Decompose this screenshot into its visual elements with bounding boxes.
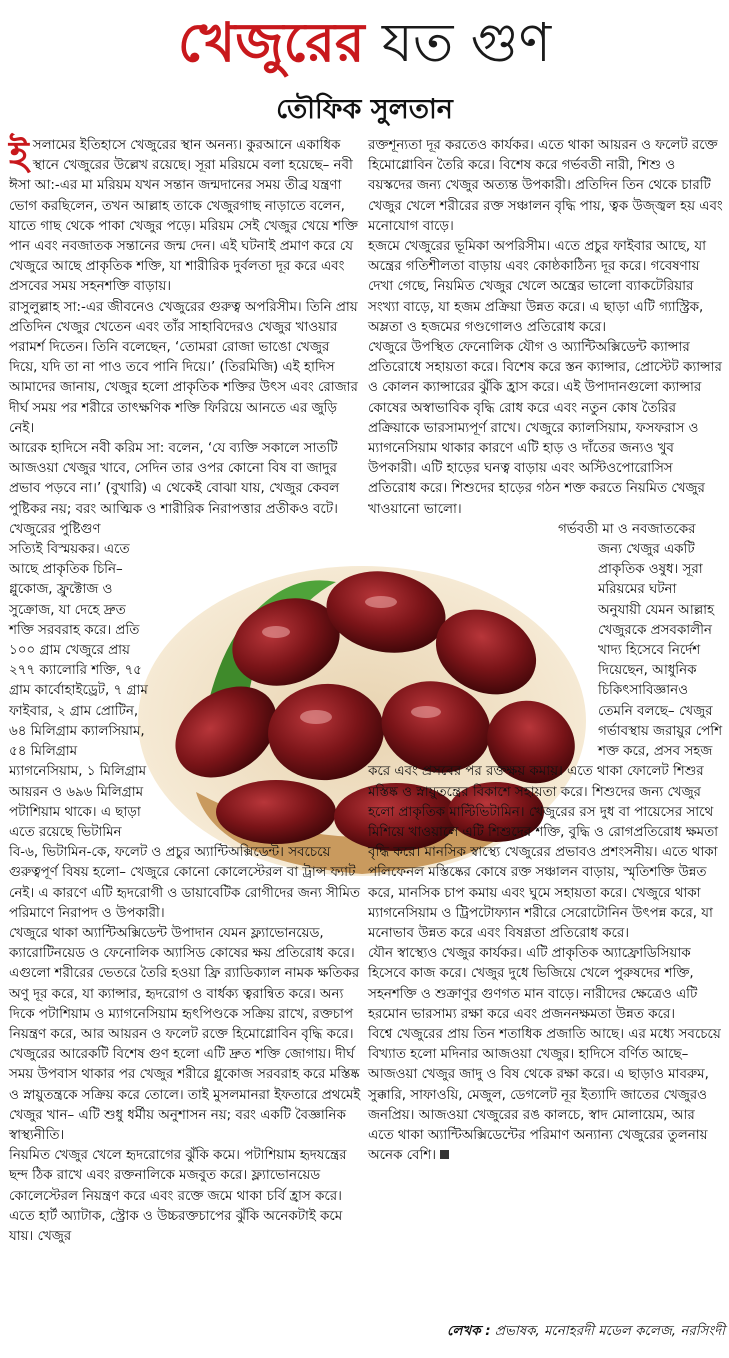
paragraph: খেজুরে উপস্থিত ফেনোলিক যৌগ ও অ্যান্টিঅক্সিডেন্ট ক্যান্সার প্রতিরোধে সহায়তা করে। বিশেষ করে স্তন ক্যান্সার, প্রোস্টেট ক্যান্সার ও কোলন ক্যান্সারের ঝুঁকি হ্রাস করে। এই উপাদানগুলো ক্যান্সার কোষের অস্বাভাবিক বৃদ্ধি রোধ করে এবং নতুন কোষ তৈরির প্রক্রিয়াকে ভারসাম্যপূর্ণ রাখে। খেজুরে ক্যালসিয়াম, ফসফরাস ও ম্যাগনেসিয়াম থাকার কারণে এটি হাড় ও দাঁতের জন্যও খুব উপকারী। এটি হাড়ের ঘনত্ব বাড়ায় এবং অস্টিওপোরোসিস প্রতিরোধ করে। শিশুদের হাড়ের গঠন শক্ত করতে নিয়মিত খেজুর খাওয়ানো ভালো। [368,340,722,517]
byline-text: প্রভাষক, মনোহরদী মডেল কলেজ, নরসিংদী [494,1324,725,1339]
right-bottom [368,520,723,1167]
title-dark-part: যত গুণ [381,11,552,74]
author-name: তৌফিক সুলতান [276,94,453,125]
nutrition-section [9,520,361,924]
paragraph: আরেক হাদিসে নবী করিম সা: বলেন, ‘যে ব্যক্তি সকালে সাতটি আজওয়া খেজুর খাবে, সেদিন তার ওপর কোনো বিষ বা জাদুর প্রভাব পড়বে না।’ (বুখারি) এ থেকেই বোঝা যায়, খেজুর কেবল পুষ্টিকর নয়; বরং আত্মিক ও শারীরিক নিরাপত্তার প্রতীকও বটে। [9,441,340,517]
paragraph: রাসুলুল্লাহ সা:-এর জীবনেও খেজুরের গুরুত্ব অপরিসীম। তিনি প্রায় প্রতিদিন খেজুর খেতেন এবং তাঁর সাহাবিদেরও খেজুর খাওয়ার পরামর্শ দিতেন। তিনি বলেছেন, ‘তোমরা রোজা ভাঙো খেজুর দিয়ে, যদি তা না পাও তবে পানি দিয়ে।’ (তিরমিজি) এই হাদিস আমাদের জানায়, খেজুর হলো প্রাকৃতিক শক্তির উৎস এবং রোজার দীর্ঘ সময় পর শরীরে তাৎক্ষণিক শক্তি ফিরিয়ে আনতে এর জুড়ি নেই। [9,299,358,436]
byline-label: লেখক : [447,1324,491,1339]
right-column [368,136,723,1166]
byline [370,1322,725,1342]
article-title [0,6,729,79]
paragraph: গর্ভবতী মা ও নবজাতকের জন্য খেজুর একটি প্রাকৃতিক ওষুধ। সূরা মরিয়মের ঘটনা অনুযায়ী যেমন আল্লাহ খেজুরকে প্রসবকালীন খাদ্য হিসেবে নির্দেশ দিয়েছেন, আধুনিক চিকিৎসাবিজ্ঞানও তেমনি বলছে– খেজুর গর্ভাবস্থায় জরায়ুর পেশি শক্ত করে, প্রসব সহজ করে এবং প্রসবের পর রক্তক্ষয় কমায়। এতে থাকা ফোলেট শিশুর মস্তিষ্ক ও স্নায়ুতন্ত্রের বিকাশে সহায়তা করে। শিশুদের জন্য খেজুর হলো প্রাকৃতিক মাল্টিভিটামিন। খেজুরের রস দুধ বা পায়েসের সাথে মিশিয়ে খাওয়ালে এটি শিশুদের শক্তি, বুদ্ধি ও রোগপ্রতিরোধ ক্ষমতা বৃদ্ধি করে। মানসিক স্বাস্থ্যে খেজুরের প্রভাবও প্রশংসনীয়। এতে থাকা পলিফেনল মস্তিষ্কের কোষে রক্ত সঞ্চালন বাড়ায়, স্মৃতিশক্তি উন্নত করে, মানসিক চাপ কমায় এবং ঘুমে সহায়তা করে। খেজুরে থাকা ম্যাগনেসিয়াম ও ট্রিপটোফ্যান শরীরে সেরোটোনিন উৎপন্ন করে, যা মনোভাব উন্নত করে এবং বিষণ্ণতা প্রতিরোধ করে। [368,521,722,941]
right-top [368,136,723,520]
paragraph: যৌন স্বাস্থ্যেও খেজুর কার্যকর। এটি প্রাকৃতিক অ্যাফ্রোডিসিয়াক হিসেবে কাজ করে। খেজুর দুধে ভিজিয়ে খেলে পুরুষদের শক্তি, সহনশক্তি ও শুক্রাণুর গুণগত মান বাড়ে। নারীদের ক্ষেত্রেও এটি হরমোন ভারসাম্য রক্ষা করে এবং প্রজননক্ষমতা উন্নত করে। [368,946,698,1022]
paragraph: রক্তশূন্যতা দূর করতেও কার্যকর। এতে থাকা আয়রন ও ফলেট রক্তে হিমোগ্লোবিন তৈরি করে। বিশেষ করে গর্ভবতী নারী, শিশু ও বয়স্কদের জন্য খেজুর অত্যন্ত উপকারী। প্রতিদিন তিন থেকে চারটি খেজুর খেলে শরীরের রক্ত সঞ্চালন বৃদ্ধি পায়, ত্বক উজ্জ্বল হয় এবং মনোযোগ বাড়ে। [368,138,723,234]
left-column [9,133,361,1247]
paragraph: নিয়মিত খেজুর খেলে হৃদরোগের ঝুঁকি কমে। পটাশিয়াম হৃদযন্ত্রের ছন্দ ঠিক রাখে এবং রক্তনালিকে মজবুত করে। ফ্ল্যাভোনয়েড কোলেস্টেরল নিয়ন্ত্রণ করে এবং রক্তে জমে থাকা চর্বি হ্রাস করে। এতে হার্ট অ্যাটাক, স্ট্রোক ও উচ্চরক্তচাপের ঝুঁকি অনেকটাই কমে যায়। খেজুর [9,1148,347,1244]
paragraph: খেজুরের আরেকটি বিশেষ গুণ হলো এটি দ্রুত শক্তি জোগায়। দীর্ঘ সময় উপবাস থাকার পর খেজুর শরীরে গ্লুকোজ সরবরাহ করে মস্তিষ্ক ও স্নায়ুতন্ত্রকে সক্রিয় করে তোলে। তাই মুসলমানরা ইফতারে প্রথমেই খেজুর খান– এটি শুধু ধর্মীয় অনুশাসন নয়; বরং একটি বৈজ্ঞানিক স্বাস্থ্যনীতি। [9,1047,361,1143]
drop-cap: ই [9,133,29,177]
title-red-part: খেজুরের [177,10,365,74]
paragraph: খেজুরে থাকা অ্যান্টিঅক্সিডেন্ট উপাদান যেমন ফ্ল্যাভোনয়েড, ক্যারোটিনয়েড ও ফেনোলিক অ্যাসিড কোষের ক্ষয় প্রতিরোধ করে। এগুলো শরীরের ভেতরে তৈরি হওয়া ফ্রি র‍্যাডিক্যাল নামক ক্ষতিকর অণু দূর করে, যা ক্যান্সার, হৃদরোগ ও বার্ধক্য ত্বরান্বিত করে। অন্য দিকে পটাশিয়াম ও ম্যাগনেসিয়াম হৃৎপিণ্ডকে সক্রিয় রাখে, রক্তচাপ নিয়ন্ত্রণ করে, আর আয়রন ও ফলেট রক্তে হিমোগ্লোবিন বৃদ্ধি করে। [9,925,360,1042]
paragraph: বিশ্বে খেজুরের প্রায় তিন শতাধিক প্রজাতি আছে। এর মধ্যে সবচেয়ে বিখ্যাত হলো মদিনার আজওয়া খেজুর। হাদিসে বর্ণিত আছে– আজওয়া খেজুর জাদু ও বিষ থেকে রক্ষা করে। এ ছাড়াও মাবরুম, সুক্কারি, সাফাওয়ি, মেজুল, ডেগলেট নূর ইত্যাদি জাতের খেজুরও জনপ্রিয়। আজওয়া খেজুরের রঙ কালচে, স্বাদ মোলায়েম, আর এতে থাকা অ্যান্টিঅক্সিডেন্টের পরিমাণ অন্যান্য খেজুরের তুলনায় অনেক বেশি। [368,1026,721,1164]
paragraph: হজমে খেজুরের ভূমিকা অপরিসীম। এতে প্রচুর ফাইবার আছে, যা অন্ত্রের গতিশীলতা বাড়ায় এবং কোষ্ঠকাঠিন্য দূর করে। গবেষণায় দেখা গেছে, নিয়মিত খেজুর খেলে অন্ত্রের ভালো ব্যাকটেরিয়ার সংখ্যা বাড়ে, যা হজম প্রক্রিয়া উন্নত করে। এ ছাড়া এটি গ্যাস্ট্রিক, অম্লতা ও হজমের গণ্ডগোলও প্রতিরোধ করে। [368,239,706,335]
paragraph-nutrition: খেজুরের পুষ্টিগুণ সত্যিই বিস্ময়কর। এতে আছে প্রাকৃতিক চিনি– গ্লুকোজ, ফ্রুক্টোজ ও সুক্রোজ, যা দেহে দ্রুত শক্তি সরবরাহ করে। প্রতি ১০০ গ্রাম খেজুরে প্রায় ২৭৭ ক্যালোরি শক্তি, ৭৫ গ্রাম কার্বোহাইড্রেট, ৭ গ্রাম ফাইবার, ২ গ্রাম প্রোটিন, ৬৪ মিলিগ্রাম ক্যালসিয়াম, ৫৪ মিলিগ্রাম ম্যাগনেসিয়াম, ১ মিলিগ্রাম আয়রন ও ৬৯৬ মিলিগ্রাম পটাশিয়াম থাকে। এ ছাড়া এতে রয়েছে ভিটামিন বি-৬, ভিটামিন-কে, ফলেট ও প্রচুর অ্যান্টিঅক্সিডেন্ট। সবচেয়ে গুরুত্বপূর্ণ বিষয় হলো– খেজুরে কোনো কোলেস্টেরল বা ট্রান্স ফ্যাট নেই। এ কারণে এটি হৃদরোগী ও ডায়াবেটিক রোগীদের জন্য সীমিত পরিমাণে নিরাপদ ও উপকারী। [9,521,360,921]
paragraph-intro: ইসলামের ইতিহাসে খেজুরের স্থান অনন্য। কুরআনে একাধিক স্থানে খেজুরের উল্লেখ রয়েছে। সূরা মরিয়মে বলা হয়েছে– নবী ঈসা আ:-এর মা মরিয়ম যখন সন্তান জন্মদানের সময় তীব্র যন্ত্রণা ভোগ করছিলেন, তখন আল্লাহ তাকে খেজুরগাছ নাড়াতে বলেন, যাতে গাছ থেকে পাকা খেজুর পড়ে। মরিয়ম সেই খেজুর খেয়ে শক্তি পান এবং নবজাতক সন্তানের জন্ম দেন। এই ঘটনাই প্রমাণ করে যে খেজুরে আছে প্রাকৃতিক শক্তি, যা শারীরিক দুর্বলতা দূর করে এবং প্রসবের সময় সহনশক্তি বাড়ায়। [9,133,358,295]
end-mark [440,1150,449,1159]
